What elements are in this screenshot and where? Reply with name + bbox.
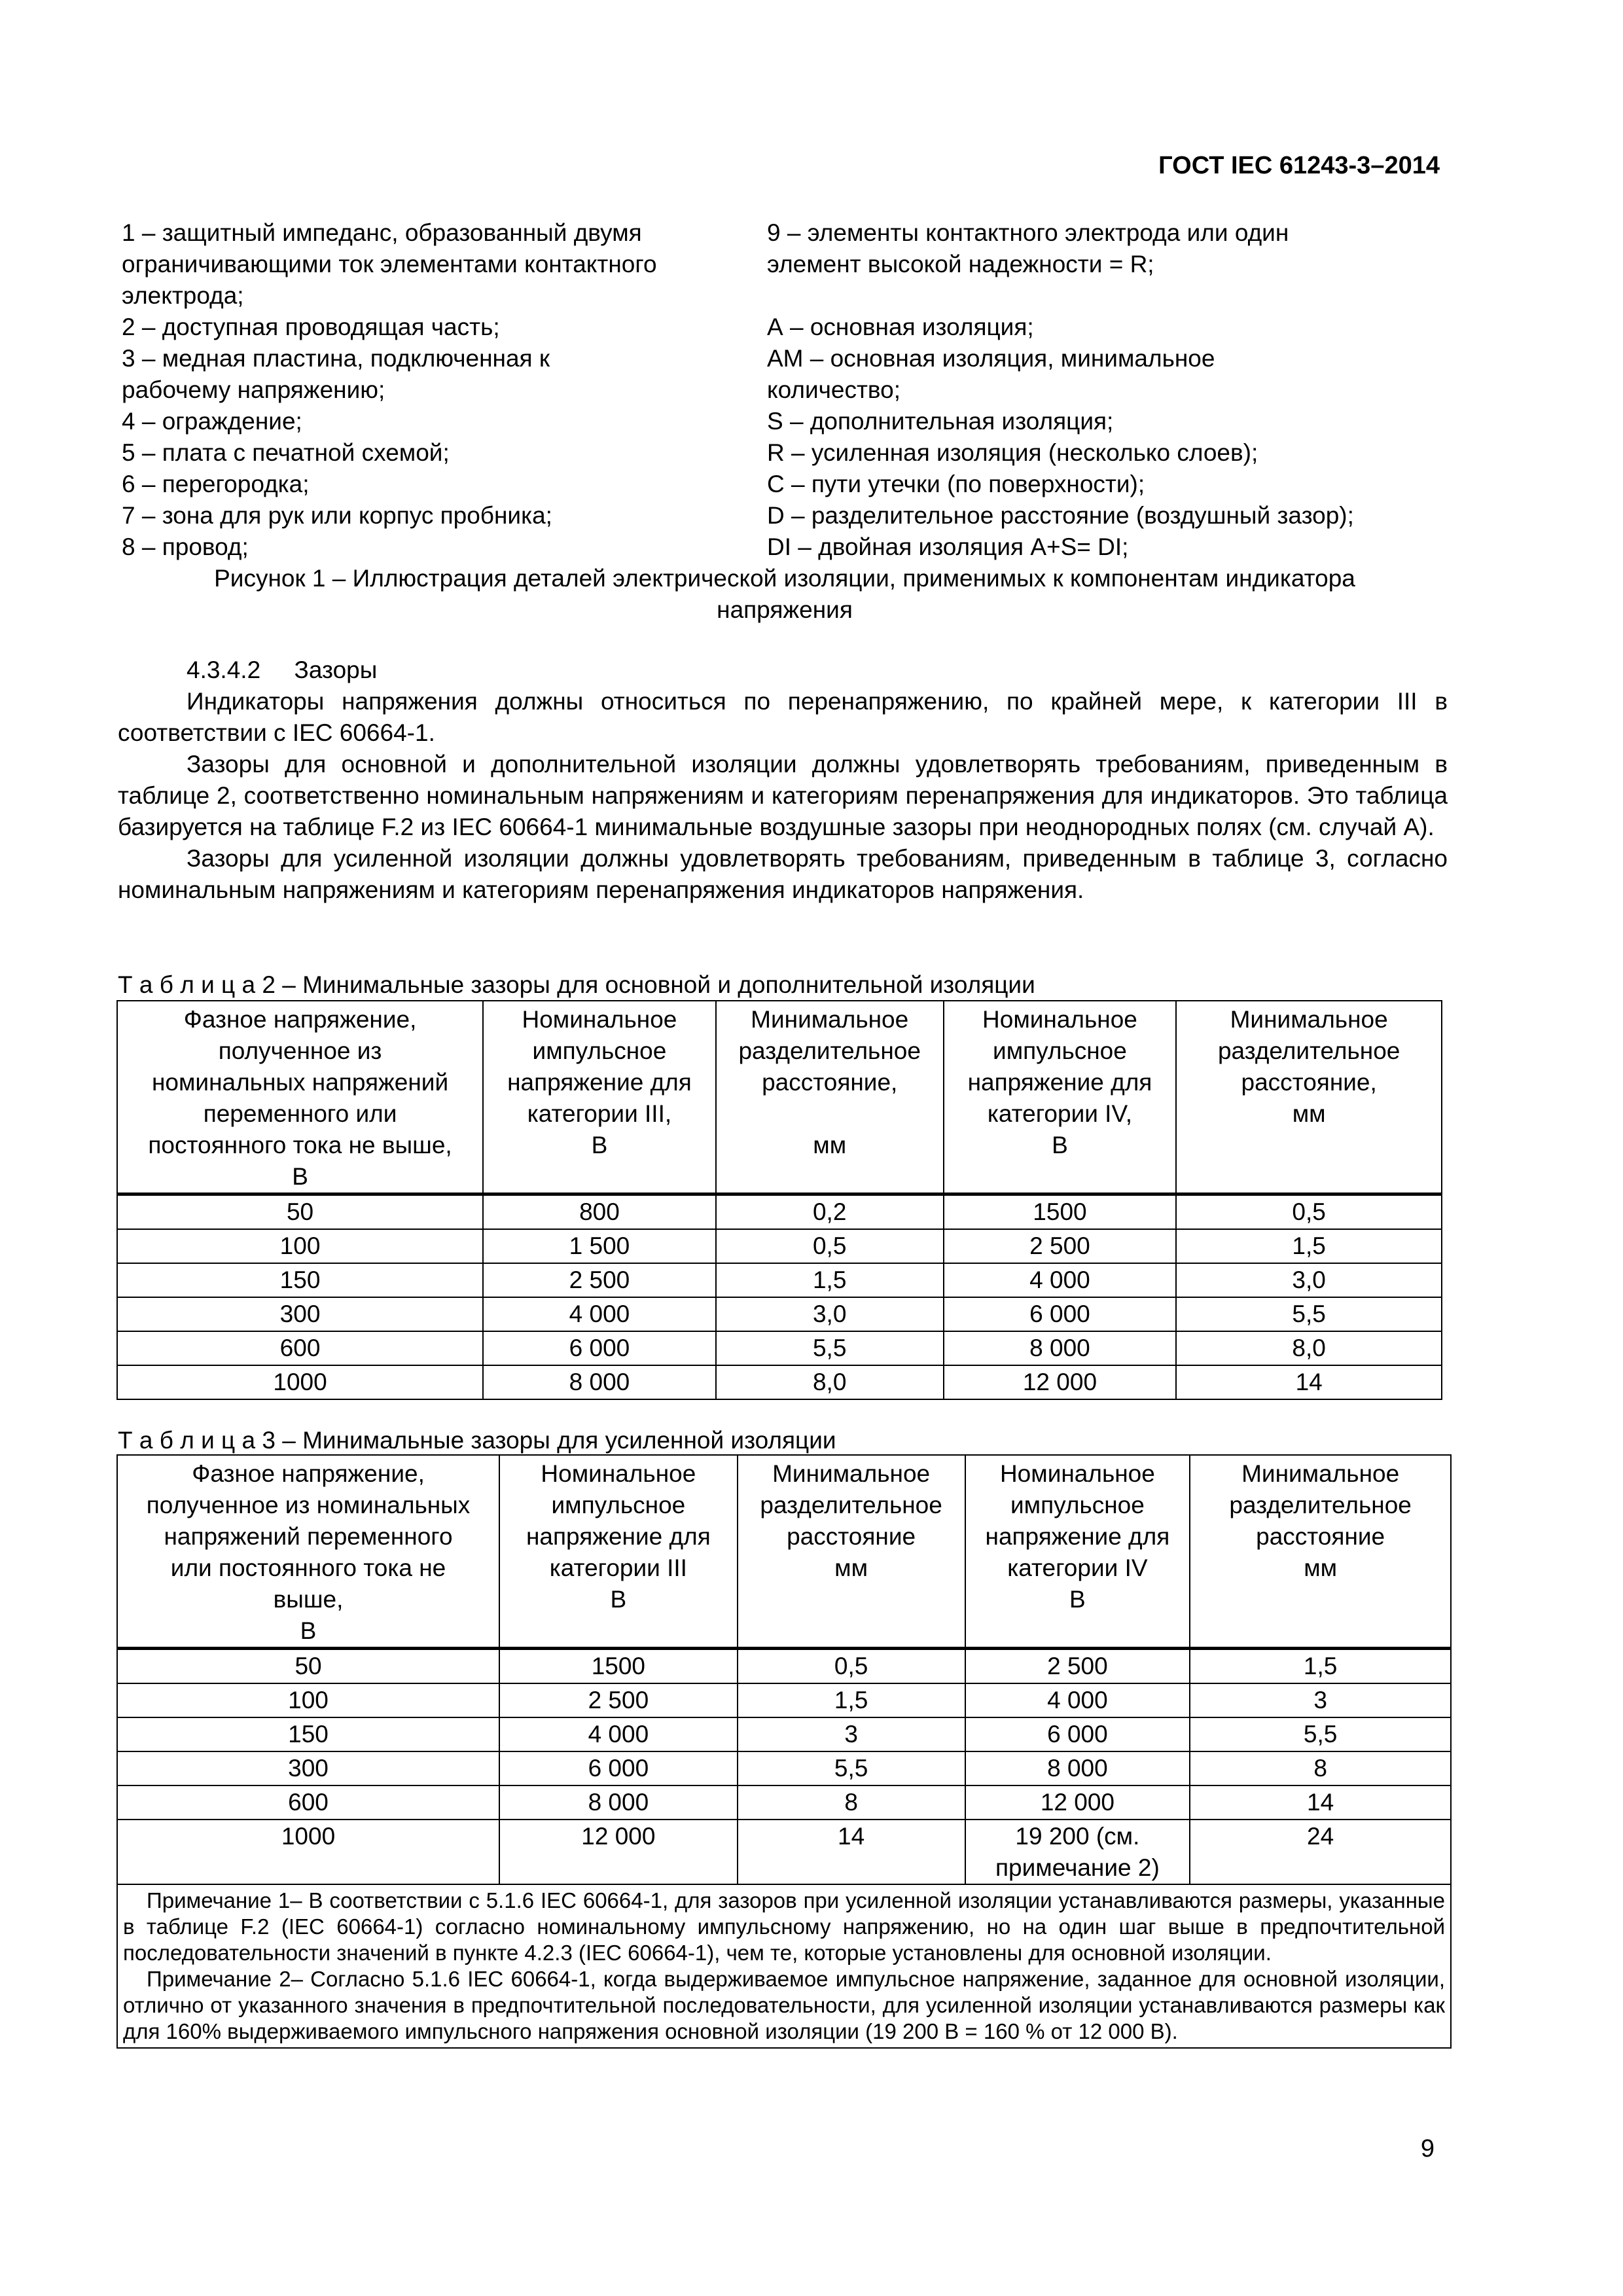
table-note: Примечание 1– В соответствии с 5.1.6 IEC 60664-1, для зазоров при усиленной изоляции устанавливаются размеры, указанные в таблице F.2 (IEC 60664-1) согласно номинальному импульсному напряжению, но на один шаг выше в предпочтительной последовательности значений в пункте 4.2.3 (IEC 60664-1), чем те, которые установлены для основной изоляции. [123, 1888, 1445, 1965]
column-header-line: расстояние [1256, 1523, 1385, 1550]
table-cell: 6 000 [965, 1717, 1190, 1751]
column-header-line: расстояние [787, 1523, 916, 1550]
column-header-line: В [591, 1132, 608, 1158]
table-cell: 4 000 [944, 1263, 1177, 1297]
column-header [483, 1001, 716, 1194]
table2 [116, 1000, 1442, 1400]
column-header-line: Минимальное [751, 1006, 909, 1033]
table3 [116, 1454, 1452, 2049]
legend-item: А – основная изоляция; [767, 314, 1034, 340]
legend-item: количество; [767, 376, 901, 403]
legend-item: электрода; [122, 282, 244, 309]
legend-item: DI – двойная изоляция A+S= DI; [767, 533, 1129, 560]
column-header-line: напряжение для [526, 1523, 711, 1550]
paragraph-3: Зазоры для усиленной изоляции должны удовлетворять требованиям, приведенным в таблице 3, согласно номинальным напряжениям и категориям перенапряжения индикаторов напряжения. [118, 845, 1448, 903]
table-cell: 8 000 [944, 1331, 1177, 1365]
column-header-line: разделительное [1217, 1037, 1400, 1064]
table-cell: 0,5 [716, 1229, 944, 1263]
column-header-line: расстояние, [762, 1069, 898, 1096]
column-header-line: разделительное [738, 1037, 921, 1064]
table-cell: 4 000 [499, 1717, 738, 1751]
column-header-line: категории IV, [987, 1100, 1133, 1127]
table3-header-row [117, 1455, 1451, 1649]
table-cell: 1,5 [738, 1683, 965, 1717]
column-header-line: постоянного тока не выше, [148, 1132, 452, 1158]
table-cell: 1500 [499, 1649, 738, 1684]
legend-item: 1 – защитный импеданс, образованный двумя [122, 219, 642, 246]
table-cell: 1000 [117, 1365, 483, 1399]
table-cell: 2 500 [483, 1263, 716, 1297]
column-header-line: Минимальное [1230, 1006, 1388, 1033]
column-header-line: напряжений переменного [164, 1523, 453, 1550]
table3-caption: Т а б л и ц а 3 – Минимальные зазоры для усиленной изоляции [118, 1427, 836, 1454]
page-number: 9 [1420, 2135, 1435, 2162]
table-cell: 1,5 [716, 1263, 944, 1297]
column-header-line: полученное из номинальных [146, 1492, 471, 1518]
table-cell: 100 [117, 1683, 499, 1717]
table-row [117, 1297, 1442, 1331]
figure-legend-left [122, 217, 750, 563]
legend-item [767, 280, 1500, 312]
column-header-line: Номинальное [999, 1460, 1155, 1487]
table-cell: 4 000 [483, 1297, 716, 1331]
figure-caption-line1: Рисунок 1 – Иллюстрация деталей электрической изоляции, применимых к компонентам индикатора [214, 565, 1355, 592]
column-header-line: импульсное [993, 1037, 1127, 1064]
column-header-line: Фазное напряжение, [192, 1460, 425, 1487]
table-row [117, 1785, 1451, 1820]
table2-header-row [117, 1001, 1442, 1194]
column-header-line: мм [834, 1554, 868, 1581]
table-cell: 1 500 [483, 1229, 716, 1263]
legend-item: 6 – перегородка; [122, 471, 310, 497]
table-cell: 50 [117, 1194, 483, 1230]
table-cell: 1,5 [1176, 1229, 1442, 1263]
legend-item: D – разделительное расстояние (воздушный зазор); [767, 502, 1354, 529]
table-cell: 0,2 [716, 1194, 944, 1230]
table-cell: 6 000 [483, 1331, 716, 1365]
table-row [117, 1229, 1442, 1263]
column-header-line: разделительное [760, 1492, 942, 1518]
table-cell: 4 000 [965, 1683, 1190, 1717]
table-cell: 24 [1190, 1820, 1451, 1884]
column-header-line: В [610, 1586, 627, 1613]
table-cell: 600 [117, 1785, 499, 1820]
table-row [117, 1365, 1442, 1399]
column-header-line: импульсное [532, 1037, 667, 1064]
column-header-line: категории III [549, 1554, 687, 1581]
legend-item: R – усиленная изоляция (несколько слоев); [767, 439, 1258, 466]
table-note: Примечание 2– Согласно 5.1.6 IEC 60664-1, когда выдерживаемое импульсное напряжение, заданное для основной изоляции, отлично от указанного значения в предпочтительной последовательности, для усиленной изоляции устанавливаются размеры как для 160% выдерживаемого импульсного напряжения основной изоляции (19 200 В = 160 % от 12 000 В). [123, 1967, 1445, 2043]
legend-item: 5 – плата с печатной схемой; [122, 439, 450, 466]
figure-caption-line2: напряжения [717, 596, 853, 623]
table-cell: 300 [117, 1751, 499, 1785]
table-cell: 12 000 [965, 1785, 1190, 1820]
column-header [738, 1455, 965, 1649]
column-header-line: мм [813, 1132, 847, 1158]
legend-item: 8 – провод; [122, 533, 249, 560]
table-cell: 1,5 [1190, 1649, 1451, 1684]
table-cell: 5,5 [1190, 1717, 1451, 1751]
column-header [117, 1001, 483, 1194]
section-body [118, 655, 1448, 906]
table-cell: 6 000 [944, 1297, 1177, 1331]
column-header-line: В [300, 1617, 317, 1644]
table-cell: 3,0 [1176, 1263, 1442, 1297]
table-cell: 8,0 [1176, 1331, 1442, 1365]
column-header-line: разделительное [1229, 1492, 1412, 1518]
column-header-line: категории IV [1007, 1554, 1148, 1581]
legend-item: элемент высокой надежности = R; [767, 251, 1154, 278]
column-header-line: переменного или [203, 1100, 397, 1127]
table-cell: 2 500 [965, 1649, 1190, 1684]
figure-caption [122, 563, 1448, 626]
table-row [117, 1751, 1451, 1785]
table-cell: 12 000 [499, 1820, 738, 1884]
table-cell: 3 [1190, 1683, 1451, 1717]
column-header-line [721, 1098, 939, 1130]
column-header [944, 1001, 1177, 1194]
table-cell: 6 000 [499, 1751, 738, 1785]
table-cell: 8 000 [483, 1365, 716, 1399]
table-cell: 8 [1190, 1751, 1451, 1785]
table-cell: 8 000 [499, 1785, 738, 1820]
legend-item: ограничивающими ток элементами контактного [122, 251, 657, 278]
column-header [716, 1001, 944, 1194]
legend-item: рабочему напряжению; [122, 376, 385, 403]
table-cell: 8 [738, 1785, 965, 1820]
table-cell: 14 [1190, 1785, 1451, 1820]
legend-item: S – дополнительная изоляция; [767, 408, 1114, 435]
column-header-line: выше, [273, 1586, 344, 1613]
column-header [1176, 1001, 1442, 1194]
table2-caption: Т а б л и ц а 2 – Минимальные зазоры для основной и дополнительной изоляции [118, 971, 1035, 998]
table-cell: 1000 [117, 1820, 499, 1884]
table-cell: 0,5 [1176, 1194, 1442, 1230]
table-cell: 800 [483, 1194, 716, 1230]
figure-legend-right [767, 217, 1500, 563]
legend-item: 4 – ограждение; [122, 408, 302, 435]
column-header-line: полученное из [218, 1037, 382, 1064]
table-row [117, 1263, 1442, 1297]
legend-item: АМ – основная изоляция, минимальное [767, 345, 1215, 372]
table-cell: 5,5 [738, 1751, 965, 1785]
table-cell: 8 000 [965, 1751, 1190, 1785]
legend-item: С – пути утечки (по поверхности); [767, 471, 1145, 497]
table-cell: 100 [117, 1229, 483, 1263]
legend-item: 3 – медная пластина, подключенная к [122, 345, 550, 372]
column-header-line: Минимальное [772, 1460, 931, 1487]
table-cell: 50 [117, 1649, 499, 1684]
table-cell: 5,5 [1176, 1297, 1442, 1331]
column-header-line: импульсное [551, 1492, 686, 1518]
column-header-line: или постоянного тока не [170, 1554, 446, 1581]
paragraph-1: Индикаторы напряжения должны относиться по перенапряжению, по крайней мере, к категории III в соответствии с IEC 60664-1. [118, 688, 1448, 746]
table-cell: 8,0 [716, 1365, 944, 1399]
paragraph-2: Зазоры для основной и дополнительной изоляции должны удовлетворять требованиям, приведенным в таблице 2, соответственно номинальным напряжениям и категориям перенапряжения для индикаторов. Это таблица базируется на таблице F.2 из IEC 60664-1 минимальные воздушные зазоры при неоднородных полях (см. случай А). [118, 751, 1448, 840]
legend-item: 7 – зона для рук или корпус пробника; [122, 502, 552, 529]
table-cell: 150 [117, 1263, 483, 1297]
table-cell: 14 [1176, 1365, 1442, 1399]
column-header [965, 1455, 1190, 1649]
column-header-line: Номинальное [522, 1006, 677, 1033]
column-header-line: Фазное напряжение, [183, 1006, 417, 1033]
table-cell: 0,5 [738, 1649, 965, 1684]
column-header-line: В [292, 1163, 308, 1190]
table-cell: 600 [117, 1331, 483, 1365]
table-cell: 3,0 [716, 1297, 944, 1331]
table-cell: 5,5 [716, 1331, 944, 1365]
column-header-line: мм [1304, 1554, 1338, 1581]
column-header-line: мм [1292, 1100, 1326, 1127]
table-cell: 2 500 [499, 1683, 738, 1717]
column-header-line: В [1052, 1132, 1068, 1158]
column-header-line: номинальных напряжений [151, 1069, 449, 1096]
column-header-line: В [1069, 1586, 1086, 1613]
table-notes-row [117, 1884, 1451, 2048]
table-cell: 1500 [944, 1194, 1177, 1230]
table-cell: 12 000 [944, 1365, 1177, 1399]
table-cell: 3 [738, 1717, 965, 1751]
table-row [117, 1194, 1442, 1230]
column-header-line: Минимальное [1241, 1460, 1400, 1487]
column-header [499, 1455, 738, 1649]
legend-item: 9 – элементы контактного электрода или один [767, 219, 1289, 246]
table-row [117, 1649, 1451, 1684]
table-cell: 19 200 (см. примечание 2) [965, 1820, 1190, 1884]
legend-item: 2 – доступная проводящая часть; [122, 314, 500, 340]
column-header [1190, 1455, 1451, 1649]
table-row [117, 1683, 1451, 1717]
column-header [117, 1455, 499, 1649]
table-cell: 14 [738, 1820, 965, 1884]
column-header-line: расстояние, [1241, 1069, 1377, 1096]
column-header-line: Номинальное [982, 1006, 1137, 1033]
table-cell: 2 500 [944, 1229, 1177, 1263]
column-header-line: напряжение для [967, 1069, 1152, 1096]
column-header-line: напряжение для [507, 1069, 692, 1096]
column-header-line: напряжение для [985, 1523, 1170, 1550]
table-row [117, 1331, 1442, 1365]
table-cell: 300 [117, 1297, 483, 1331]
table-row [117, 1717, 1451, 1751]
column-header-line: импульсное [1010, 1492, 1145, 1518]
section-heading: 4.3.4.2 Зазоры [187, 656, 378, 683]
column-header-line: Номинальное [541, 1460, 696, 1487]
table-notes [117, 1884, 1451, 2048]
table-row [117, 1820, 1451, 1884]
table-cell: 150 [117, 1717, 499, 1751]
document-code: ГОСТ IEC 61243-3–2014 [1158, 152, 1440, 179]
column-header-line: категории III, [527, 1100, 672, 1127]
